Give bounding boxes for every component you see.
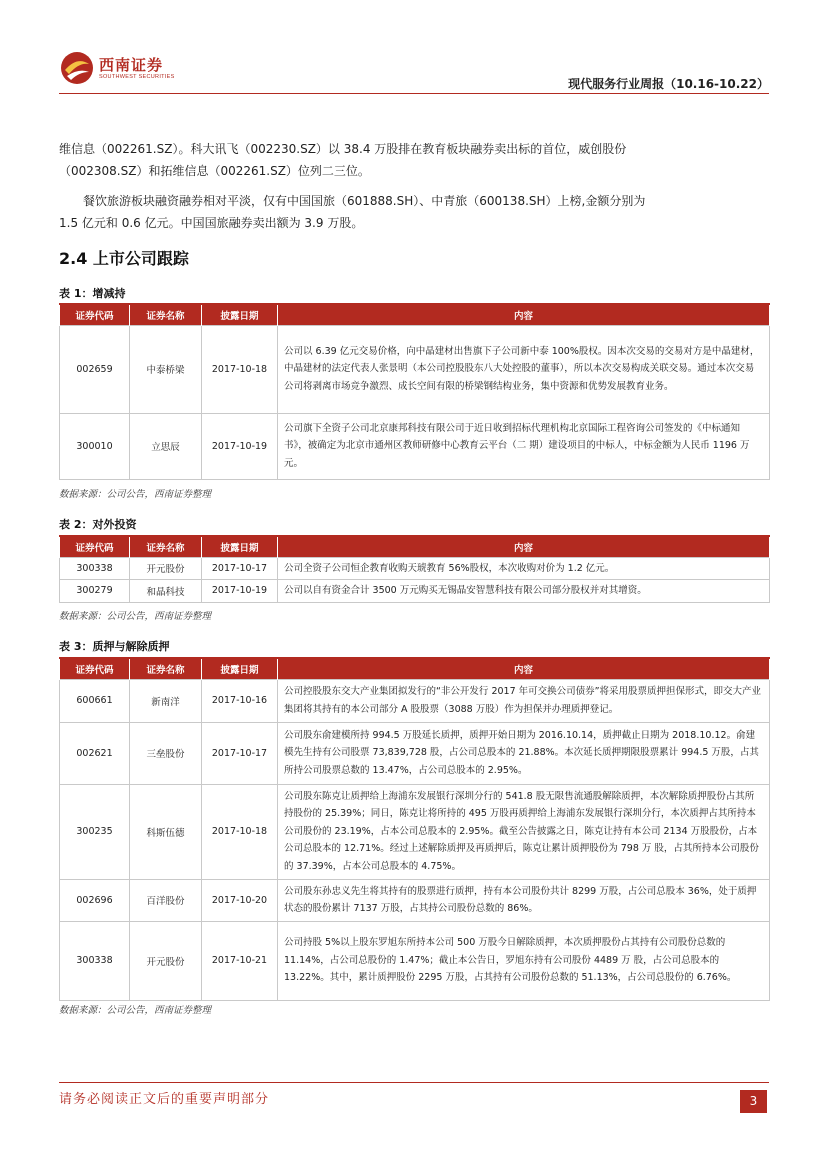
cell-code: 300235 — [60, 784, 130, 879]
cell-content: 公司以 6.39 亿元交易价格，向中晶建材出售旗下子公司新中泰 100%股权。因本次交易的交易对方是中晶建材，中晶建材的法定代表人张景明（本公司控股股东八大处控股的董事），所以本次交易构成关联交易。通过本次交易公司将剥离市场竞争激烈、成长空间有限的桥梁钢结构业务，集中资源和优势发展教育业务。 — [278, 325, 770, 413]
paragraph-tourism-margin: 餐饮旅游板块融资融券相对平淡，仅有中国国旅（601888.SH）、中青旅（600138.SH）上榜,金额分别为 1.5 亿元和 0.6 亿元。中国国旅融券卖出额为 3.9 万股。 — [59, 194, 646, 230]
cell-code: 300338 — [60, 557, 130, 580]
cell-date: 2017-10-21 — [202, 921, 278, 1000]
cell-code: 002621 — [60, 722, 130, 784]
cell-date: 2017-10-18 — [202, 325, 278, 413]
cell-content: 公司控股股东交大产业集团拟发行的“非公开发行 2017 年可交换公司债券”将采用股票质押担保形式，即交大产业集团将其持有的本公司部分 A 股股票（3088 万股）作为担保并办理质押登记。 — [278, 679, 770, 722]
cell-name: 开元股份 — [130, 921, 202, 1000]
cell-date: 2017-10-20 — [202, 879, 278, 921]
table-row — [60, 580, 770, 603]
table-header-row — [60, 304, 770, 325]
cell-name: 新南洋 — [130, 679, 202, 722]
cell-code: 600661 — [60, 679, 130, 722]
cell-content: 公司以自有资金合计 3500 万元购买无锡晶安智慧科技有限公司部分股权并对其增资。 — [278, 580, 770, 603]
table-header-row — [60, 536, 770, 557]
footer-disclaimer: 请务必阅读正文后的重要声明部分 — [59, 1092, 270, 1107]
column-header-code: 证券代码 — [60, 304, 130, 325]
column-header-code: 证券代码 — [60, 536, 130, 557]
column-header-code: 证券代码 — [60, 658, 130, 679]
table-row — [60, 679, 770, 722]
paragraph-education-margin: 维信息（002261.SZ）。科大讯飞（002230.SZ）以 38.4 万股排在教育板块融券卖出标的首位，威创股份（002308.SZ）和拓维信息（002261.SZ）位列二三位。 — [59, 142, 627, 178]
column-header-content: 内容 — [278, 536, 770, 557]
logo-name-cn: 西南证券 — [99, 56, 164, 74]
page-header — [59, 48, 769, 92]
cell-content: 公司股东俞建模所持 994.5 万股延长质押，质押开始日期为 2016.10.14，质押截止日期为 2018.10.12。俞建模先生持有公司股票 73,839,728 股，占公司总股本的 21.88%。本次延长质押期限股票累计 994.5 万股，占其所持公司股票总数的 13.47%，占公司总股本的 2.95%。 — [278, 722, 770, 784]
footer-divider — [59, 1082, 769, 1083]
table-1 — [59, 303, 769, 480]
header-divider — [59, 93, 769, 94]
cell-content: 公司旗下全资子公司北京康邦科技有限公司于近日收到招标代理机构北京国际工程咨询公司签发的《中标通知书》，被确定为北京市通州区教师研修中心教育云平台（二 期）建设项目的中标人，中标金额为人民币 1196 万元。 — [278, 413, 770, 479]
table-row — [60, 921, 770, 1000]
column-header-name: 证券名称 — [130, 658, 202, 679]
table-2-source: 数据来源：公司公告，西南证券整理 — [59, 611, 212, 622]
cell-name: 科斯伍德 — [130, 784, 202, 879]
column-header-date: 披露日期 — [202, 304, 278, 325]
cell-date: 2017-10-17 — [202, 722, 278, 784]
table-3-caption: 表 3：质押与解除质押 — [59, 640, 170, 653]
logo-name-en: SOUTHWEST SECURITIES — [99, 74, 175, 80]
section-title: 2.4 上市公司跟踪 — [59, 249, 189, 268]
column-header-name: 证券名称 — [130, 536, 202, 557]
cell-code: 002696 — [60, 879, 130, 921]
column-header-name: 证券名称 — [130, 304, 202, 325]
table-row — [60, 325, 770, 413]
cell-name: 立思辰 — [130, 413, 202, 479]
table-1-caption: 表 1：增减持 — [59, 287, 126, 300]
page-number: 3 — [740, 1090, 767, 1113]
cell-name: 中泰桥梁 — [130, 325, 202, 413]
cell-name: 三垒股份 — [130, 722, 202, 784]
column-header-date: 披露日期 — [202, 536, 278, 557]
cell-date: 2017-10-16 — [202, 679, 278, 722]
company-logo — [59, 48, 175, 88]
cell-code: 300279 — [60, 580, 130, 603]
table-header-row — [60, 658, 770, 679]
cell-code: 300010 — [60, 413, 130, 479]
cell-code: 002659 — [60, 325, 130, 413]
column-header-content: 内容 — [278, 304, 770, 325]
table-row — [60, 413, 770, 479]
cell-code: 300338 — [60, 921, 130, 1000]
cell-content: 公司股东陈克让质押给上海浦东发展银行深圳分行的 541.8 股无限售流通股解除质押，本次解除质押股份占其所持股份的 25.39%；同日，陈克让将所持的 495 万股再质押给上海浦东发展银行深圳分行，本次质押占其所持本公司股份的 23.19%，占本公司总股本的 2.95%。截至公告披露之日，陈克让持有本公司 2134 万股股份，占本公司总股本的 12.71%。经过上述解除质押及再质押后，陈克让累计质押股份为 798 万 股，占其所持本公司股份的 37.39%，占本公司总股本的 4.75%。 — [278, 784, 770, 879]
cell-name: 开元股份 — [130, 557, 202, 580]
table-row — [60, 557, 770, 580]
column-header-content: 内容 — [278, 658, 770, 679]
table-1-source: 数据来源：公司公告，西南证券整理 — [59, 489, 212, 500]
column-header-date: 披露日期 — [202, 658, 278, 679]
cell-content: 公司全资子公司恒企教育收购天琥教育 56%股权，本次收购对价为 1.2 亿元。 — [278, 557, 770, 580]
table-row — [60, 784, 770, 879]
cell-date: 2017-10-18 — [202, 784, 278, 879]
table-2 — [59, 535, 769, 603]
cell-date: 2017-10-19 — [202, 580, 278, 603]
cell-content: 公司持股 5%以上股东罗旭东所持本公司 500 万股今日解除质押，本次质押股份占其持有公司股份总数的 11.14%，占公司总股份的 1.47%；截止本公告日，罗旭东持有公司股份 4489 万 股，占公司总股本的 13.22%。其中，累计质押股份 2295 万股，占其持有公司股份总数的 51.13%，占公司总股份的 6.76%。 — [278, 921, 770, 1000]
cell-date: 2017-10-17 — [202, 557, 278, 580]
table-row — [60, 722, 770, 784]
report-title: 现代服务行业周报（10.16-10.22） — [568, 77, 769, 91]
table-2-caption: 表 2：对外投资 — [59, 518, 137, 531]
cell-content: 公司股东孙忠义先生将其持有的股票进行质押，持有本公司股份共计 8299 万股，占公司总股本 36%，处于质押状态的股份累计 7137 万股，占其持公司股份总数的 86%。 — [278, 879, 770, 921]
table-3-source: 数据来源：公司公告，西南证券整理 — [59, 1005, 212, 1016]
cell-name: 百洋股份 — [130, 879, 202, 921]
logo-mark-icon — [59, 50, 95, 86]
cell-date: 2017-10-19 — [202, 413, 278, 479]
table-3 — [59, 657, 769, 1001]
cell-name: 和晶科技 — [130, 580, 202, 603]
table-row — [60, 879, 770, 921]
